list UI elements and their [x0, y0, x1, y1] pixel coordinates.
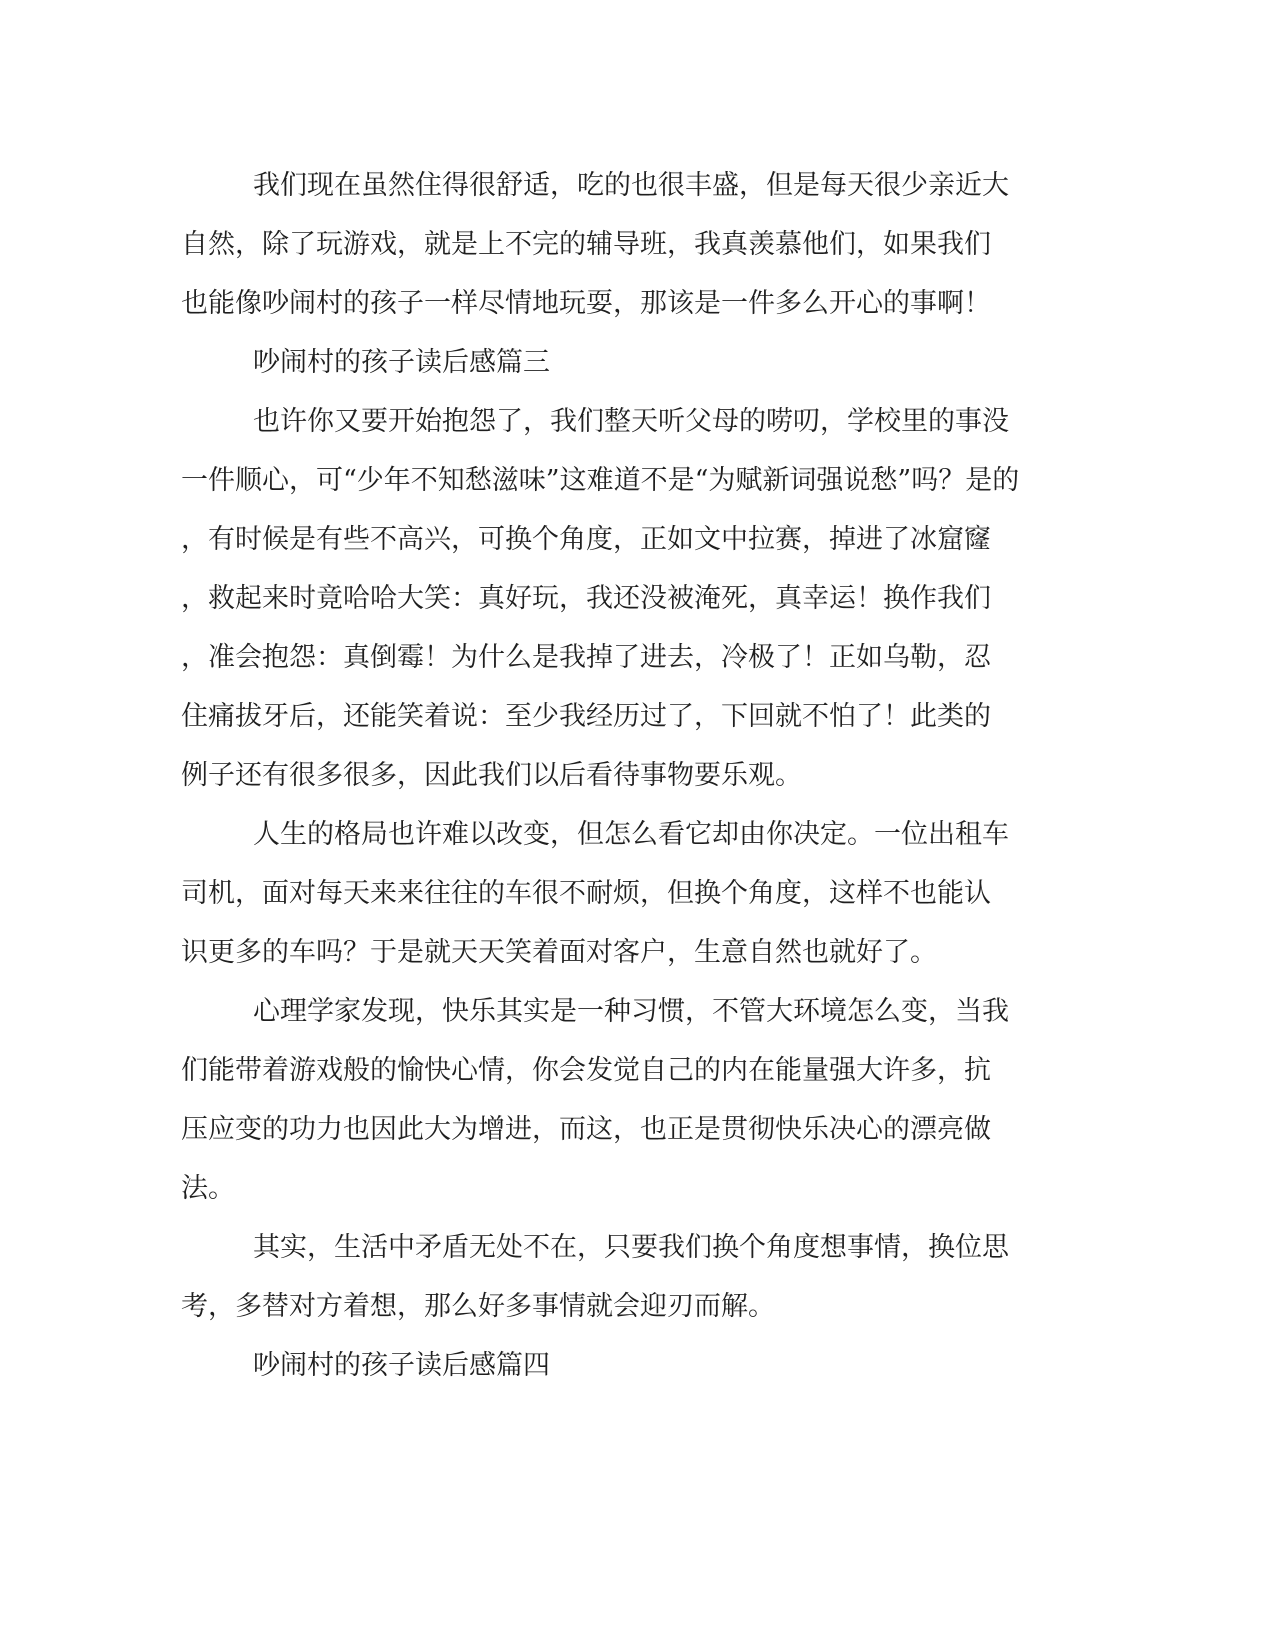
paragraph-envy-nature: [181, 156, 1036, 333]
paragraph-taxi-driver: [181, 805, 1036, 982]
text-line: 考，多替对方着想，那么好多事情就会迎刃而解。: [181, 1291, 775, 1322]
text-line: 识更多的车吗？于是就天天笑着面对客户，生意自然也就好了。: [181, 937, 937, 968]
text-line: 也许你又要开始抱怨了，我们整天听父母的唠叨，学校里的事没: [253, 406, 1009, 437]
text-line: 例子还有很多很多，因此我们以后看待事物要乐观。: [181, 760, 802, 791]
paragraph-change-perspective: [181, 1218, 1036, 1336]
text-line: ，救起来时竟哈哈大笑：真好玩，我还没被淹死，真幸运！换作我们: [181, 583, 991, 614]
text-line: 自然，除了玩游戏，就是上不完的辅导班，我真羡慕他们，如果我们: [181, 229, 991, 260]
text-line: 我们现在虽然住得很舒适，吃的也很丰盛，但是每天很少亲近大: [253, 170, 1009, 201]
document-body: [181, 156, 1036, 1395]
text-line: 心理学家发现，快乐其实是一种习惯，不管大环境怎么变，当我: [253, 996, 1009, 1027]
paragraph-psychology: [181, 982, 1036, 1218]
text-line: 住痛拔牙后，还能笑着说：至少我经历过了，下回就不怕了！此类的: [181, 701, 991, 732]
text-line: 压应变的功力也因此大为增进，而这，也正是贯彻快乐决心的漂亮做: [181, 1114, 991, 1145]
text-line: 们能带着游戏般的愉快心情，你会发觉自己的内在能量强大许多，抗: [181, 1055, 991, 1086]
text-line: ，准会抱怨：真倒霉！为什么是我掉了进去，冷极了！正如乌勒，忍: [181, 642, 991, 673]
text-line: 也能像吵闹村的孩子一样尽情地玩耍，那该是一件多么开心的事啊！: [181, 288, 991, 319]
text-line: 一件顺心，可“少年不知愁滋味”这难道不是“为赋新词强说愁”吗？是的: [181, 465, 1020, 496]
heading-text: 吵闹村的孩子读后感篇四: [253, 1350, 550, 1381]
section-heading-part-four: [181, 1336, 1036, 1395]
heading-text: 吵闹村的孩子读后感篇三: [253, 347, 550, 378]
text-line: 司机，面对每天来来往往的车很不耐烦，但换个角度，这样不也能认: [181, 878, 991, 909]
paragraph-optimism-examples: [181, 392, 1036, 805]
section-heading-part-three: [181, 333, 1036, 392]
text-line: ，有时候是有些不高兴，可换个角度，正如文中拉赛，掉进了冰窟窿: [181, 524, 991, 555]
text-line: 人生的格局也许难以改变，但怎么看它却由你决定。一位出租车: [253, 819, 1009, 850]
text-line: 法。: [181, 1173, 235, 1204]
text-line: 其实，生活中矛盾无处不在，只要我们换个角度想事情，换位思: [253, 1232, 1009, 1263]
